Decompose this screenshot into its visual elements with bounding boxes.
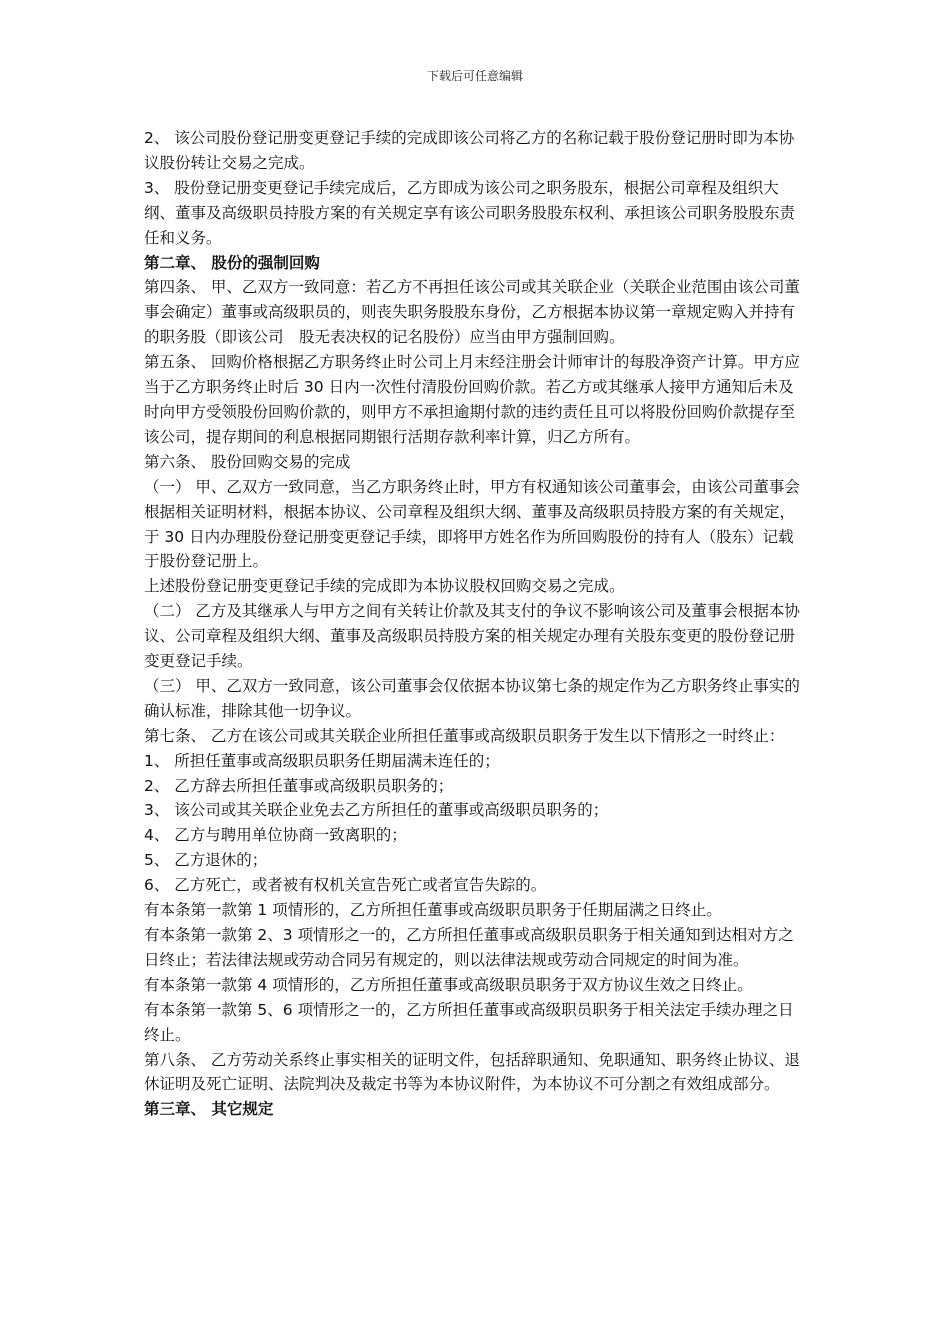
paragraph: 上述股份登记册变更登记手续的完成即为本协议股权回购交易之完成。 bbox=[144, 577, 625, 596]
paragraph: （一） 甲、乙双方一致同意，当乙方职务终止时，甲方有权通知该公司董事会，由该公司董事会根据相关证明材料，根据本协议、公司章程及组织大纲、董事及高级职员持股方案的有关规定，于 30 日内办理股份登记册变更登记手续，即将甲方姓名作为所回购股份的持有人（股东）记载于股份登记册上。 bbox=[144, 477, 800, 571]
paragraph: 2、 该公司股份登记册变更登记手续的完成即该公司将乙方的名称记载于股份登记册时即为本协议股份转让交易之完成。 bbox=[144, 129, 795, 172]
paragraph: 3、 股份登记册变更登记手续完成后，乙方即成为该公司之职务股东，根据公司章程及组织大纲、董事及高级职员持股方案的有关规定享有该公司职务股股东权利、承担该公司职务股股东责任和义务。 bbox=[144, 178, 796, 247]
paragraph: 有本条第一款第 1 项情形的，乙方所担任董事或高级职员职务于任期届满之日终止。 bbox=[144, 901, 722, 920]
paragraph: 6、 乙方死亡，或者被有权机关宣告死亡或者宣告失踪的。 bbox=[144, 876, 547, 895]
paragraph: 有本条第一款第 5、6 项情形之一的，乙方所担任董事或高级职员职务于相关法定手续办理之日终止。 bbox=[144, 1000, 794, 1044]
paragraph: （二） 乙方及其继承人与甲方之间有关转让价款及其支付的争议不影响该公司及董事会根据本协议、公司章程及组织大纲、董事及高级职员持股方案的相关规定办理有关股东变更的股份登记册变更登记手续。 bbox=[144, 602, 800, 671]
paragraph: 第五条、 回购价格根据乙方职务终止时公司上月末经注册会计师审计的每股净资产计算。甲方应当于乙方职务终止时后 30 日内一次性付清股份回购价款。若乙方或其继承人接甲方通知后未及时向甲方受领股份回购价款的，则甲方不承担逾期付款的违约责任且可以将股份回购价款提存至该公司，提存期间的利息根据同期银行活期存款利率计算，归乙方所有。 bbox=[144, 353, 800, 446]
paragraph: 第六条、 股份回购交易的完成 bbox=[144, 452, 351, 471]
paragraph: 有本条第一款第 2、3 项情形之一的，乙方所担任董事或高级职员职务于相关通知到达相对方之日终止；若法律法规或劳动合同另有规定的，则以法律法规或劳动合同规定的时间为准。 bbox=[144, 926, 794, 969]
chapter-heading: 第二章、 股份的强制回购 bbox=[144, 253, 320, 272]
paragraph: 第四条、 甲、乙双方一致同意：若乙方不再担任该公司或其关联企业（关联企业范围由该公司董事会确定）董事或高级职员的，则丧失职务股股东身份，乙方根据本协议第一章规定购入并持有的职务股（即该公司 股无表决权的记名股份）应当由甲方强制回购。 bbox=[144, 278, 800, 347]
paragraph: 4、 乙方与聘用单位协商一致离职的； bbox=[144, 826, 407, 845]
chapter-heading: 第三章、 其它规定 bbox=[144, 1100, 274, 1119]
paragraph: 第七条、 乙方在该公司或其关联企业所担任董事或高级职员职务于发生以下情形之一时终止： bbox=[144, 726, 785, 745]
page-header-note: 下载后可任意编辑 bbox=[426, 69, 523, 83]
document-body bbox=[144, 126, 808, 1122]
paragraph: 1、 所担任董事或高级职员职务任期届满未连任的； bbox=[144, 751, 500, 770]
paragraph: （三） 甲、乙双方一致同意，该公司董事会仅依据本协议第七条的规定作为乙方职务终止事实的确认标准，排除其他一切争议。 bbox=[144, 676, 800, 720]
paragraph: 2、 乙方辞去所担任董事或高级职员职务的； bbox=[144, 776, 454, 795]
paragraph: 3、 该公司或其关联企业免去乙方所担任的董事或高级职员职务的； bbox=[144, 801, 609, 820]
paragraph: 有本条第一款第 4 项情形的，乙方所担任董事或高级职员职务于双方协议生效之日终止。 bbox=[144, 975, 753, 994]
paragraph: 第八条、 乙方劳动关系终止事实相关的证明文件，包括辞职通知、免职通知、职务终止协议、退休证明及死亡证明、法院判决及裁定书等为本协议附件，为本协议不可分割之有效组成部分。 bbox=[144, 1050, 800, 1094]
paragraph: 5、 乙方退休的； bbox=[144, 851, 268, 870]
